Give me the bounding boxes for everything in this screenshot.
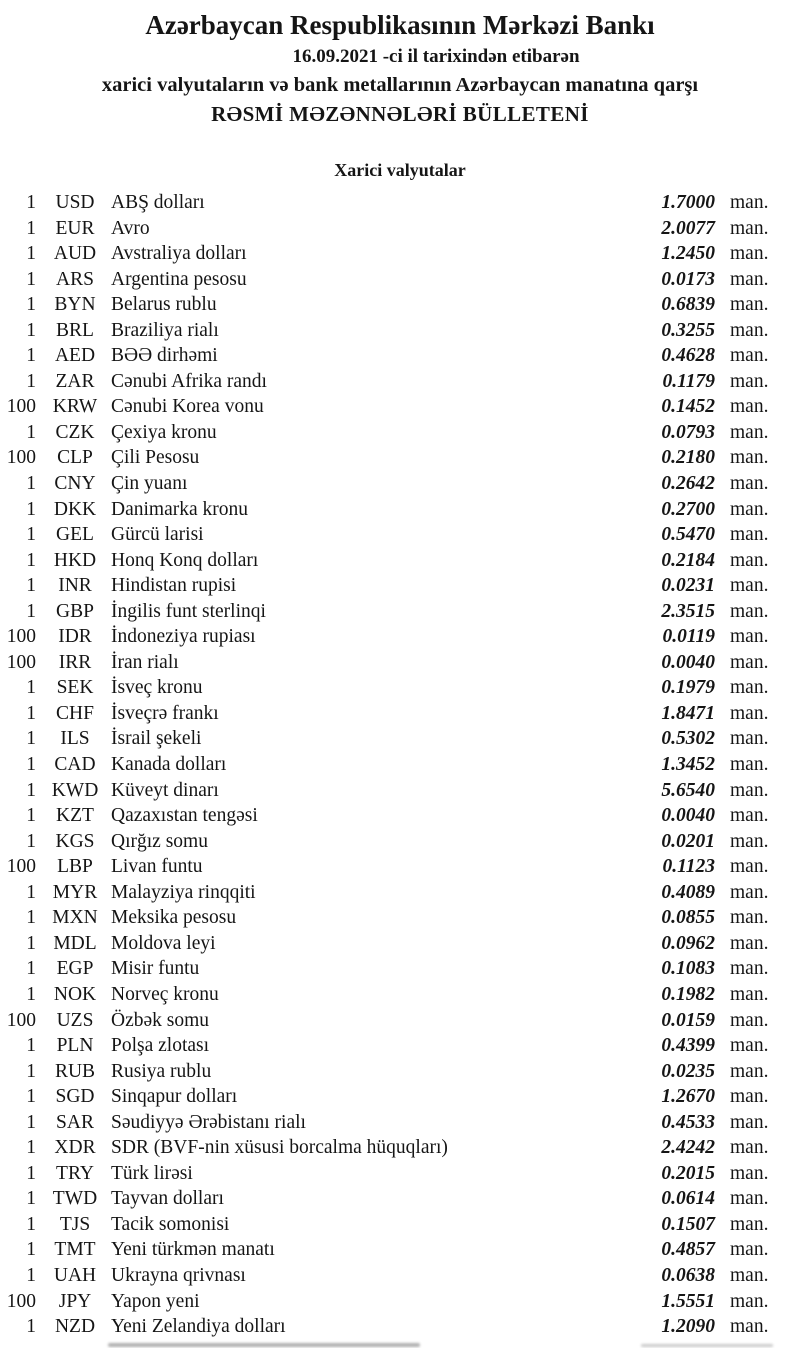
currency-unit: man. — [730, 1060, 769, 1082]
currency-name: Avstraliya dolları — [111, 243, 247, 265]
currency-code: USD — [55, 192, 95, 213]
currency-code: NOK — [53, 983, 97, 1005]
currency-rate: 1.5551 — [661, 1290, 715, 1312]
currency-name: Özbək somu — [111, 1009, 210, 1031]
currency-rate: 0.4533 — [661, 1111, 715, 1133]
currency-rate: 0.0040 — [661, 805, 715, 827]
currency-quantity: 1 — [26, 1162, 36, 1184]
currency-row — [0, 1161, 800, 1187]
currency-name: Yeni türkmən manatı — [111, 1239, 275, 1261]
currency-name: İsveç kronu — [111, 677, 203, 699]
currency-rate: 0.4089 — [661, 881, 715, 903]
currency-name: BƏƏ dirhəmi — [111, 345, 218, 367]
currency-row — [0, 241, 800, 267]
currency-unit: man. — [730, 983, 769, 1005]
currency-name: Argentina pesosu — [111, 268, 247, 290]
currency-row — [0, 854, 800, 880]
currency-unit: man. — [730, 396, 769, 418]
currency-quantity: 100 — [6, 626, 36, 648]
currency-row — [0, 803, 800, 829]
cutoff-next-row-artifact-right — [641, 1344, 773, 1347]
currency-row — [0, 548, 800, 574]
currency-rate: 1.7000 — [661, 192, 715, 213]
currency-code: GBP — [56, 600, 94, 622]
currency-row — [0, 905, 800, 931]
currency-unit: man. — [730, 881, 769, 903]
currency-rate: 0.0119 — [662, 626, 715, 648]
currency-row — [0, 880, 800, 906]
currency-row — [0, 829, 800, 855]
currency-rate: 0.2184 — [661, 549, 715, 571]
currency-rate: 0.1452 — [661, 396, 715, 418]
currency-name: İngilis funt sterlinqi — [111, 600, 266, 622]
currency-rate: 0.0638 — [661, 1264, 715, 1286]
currency-code: JPY — [58, 1290, 92, 1312]
currency-quantity: 1 — [26, 1188, 36, 1210]
currency-quantity: 100 — [6, 651, 36, 673]
currency-row — [0, 1135, 800, 1161]
currency-rate: 0.4857 — [661, 1239, 715, 1261]
currency-rate: 0.0201 — [661, 830, 715, 852]
currency-quantity: 100 — [6, 1290, 36, 1312]
currency-quantity: 1 — [26, 1137, 36, 1159]
currency-unit: man. — [730, 958, 769, 980]
currency-quantity: 1 — [26, 958, 36, 980]
currency-row — [0, 701, 800, 727]
currency-unit: man. — [730, 575, 769, 597]
currency-unit: man. — [730, 856, 769, 878]
currency-quantity: 1 — [26, 907, 36, 929]
currency-name: İsveçrə frankı — [111, 702, 219, 724]
currency-quantity: 1 — [26, 243, 36, 265]
currency-name: Küveyt dinarı — [111, 779, 219, 801]
currency-name: İsrail şekeli — [111, 728, 202, 750]
currency-code: PLN — [56, 1035, 94, 1057]
currency-code: XDR — [54, 1137, 96, 1159]
currency-code: EGP — [56, 958, 94, 980]
currency-code: EUR — [55, 217, 95, 239]
currency-row — [0, 394, 800, 420]
currency-unit: man. — [730, 932, 769, 954]
currency-quantity: 1 — [26, 754, 36, 776]
currency-code: INR — [58, 575, 92, 597]
currency-rate: 0.1123 — [662, 856, 715, 878]
currency-name: Çin yuanı — [111, 473, 188, 495]
currency-code: KRW — [52, 396, 98, 418]
currency-unit: man. — [730, 1086, 769, 1108]
currency-quantity: 1 — [26, 345, 36, 367]
currency-rate: 0.0235 — [661, 1060, 715, 1082]
currency-rate: 0.5470 — [661, 524, 715, 546]
currency-quantity: 1 — [26, 473, 36, 495]
currency-row — [0, 1314, 800, 1340]
currency-row — [0, 675, 800, 701]
currency-name: Rusiya rublu — [111, 1060, 212, 1082]
currency-rate: 0.1083 — [661, 958, 715, 980]
currency-name: Kanada dolları — [111, 754, 227, 776]
currency-name: Belarus rublu — [111, 294, 217, 316]
currency-rate: 0.6839 — [661, 294, 715, 316]
currency-code: TRY — [56, 1162, 94, 1184]
currency-unit: man. — [730, 626, 769, 648]
currency-row — [0, 216, 800, 242]
currency-rows — [0, 190, 800, 1340]
currency-unit: man. — [730, 1316, 769, 1338]
currency-unit: man. — [730, 192, 769, 213]
currency-name: Moldova leyi — [111, 932, 216, 954]
currency-unit: man. — [730, 600, 769, 622]
currency-name: Livan funtu — [111, 856, 203, 878]
currency-unit: man. — [730, 1162, 769, 1184]
page-title: Azərbaycan Respublikasının Mərkəzi Bankı — [145, 10, 655, 40]
currency-rate: 1.8471 — [661, 702, 715, 724]
currency-rate: 0.0962 — [661, 932, 715, 954]
currency-row — [0, 624, 800, 650]
currency-unit: man. — [730, 677, 769, 699]
currency-rate: 5.6540 — [661, 779, 715, 801]
currency-row — [0, 1059, 800, 1085]
currency-row — [0, 445, 800, 471]
currency-name: Çexiya kronu — [111, 421, 217, 443]
currency-rate: 0.0793 — [661, 421, 715, 443]
currency-unit: man. — [730, 805, 769, 827]
currency-unit: man. — [730, 319, 769, 341]
currency-row — [0, 471, 800, 497]
currency-unit: man. — [730, 1290, 769, 1312]
currency-quantity: 1 — [26, 779, 36, 801]
currency-quantity: 1 — [26, 1316, 36, 1338]
currency-name: ABŞ dolları — [111, 192, 205, 213]
currency-rate: 0.0855 — [661, 907, 715, 929]
currency-quantity: 1 — [26, 983, 36, 1005]
currency-row — [0, 1186, 800, 1212]
currency-name: Tacik somonisi — [111, 1213, 230, 1235]
currency-code: MDL — [53, 932, 97, 954]
currency-rate: 0.0231 — [661, 575, 715, 597]
currency-quantity: 1 — [26, 805, 36, 827]
currency-code: SGD — [55, 1086, 95, 1108]
currency-rate: 0.0159 — [661, 1009, 715, 1031]
currency-code: UAH — [53, 1264, 97, 1286]
currency-name: Hindistan rupisi — [111, 575, 237, 597]
currency-unit: man. — [730, 728, 769, 750]
currency-code: CNY — [54, 473, 96, 495]
currency-code: HKD — [53, 549, 97, 571]
currency-row — [0, 497, 800, 523]
currency-code: ZAR — [55, 370, 95, 392]
currency-name: Qazaxıstan tengəsi — [111, 805, 258, 827]
currency-rate: 2.4242 — [661, 1137, 715, 1159]
currency-quantity: 1 — [26, 268, 36, 290]
currency-name: Türk lirəsi — [111, 1162, 193, 1184]
currency-quantity: 1 — [26, 524, 36, 546]
currency-rate: 1.3452 — [661, 754, 715, 776]
currency-quantity: 1 — [26, 1213, 36, 1235]
currency-quantity: 1 — [26, 217, 36, 239]
currency-code: IDR — [58, 626, 92, 648]
currency-name: Norveç kronu — [111, 983, 219, 1005]
currency-code: CLP — [57, 447, 93, 469]
subtitle-line-1: xarici valyutaların və bank metallarının Azərbaycan manatına qarşı — [101, 74, 699, 96]
currency-name: Yeni Zelandiya dolları — [111, 1316, 286, 1338]
currency-rate: 2.0077 — [661, 217, 715, 239]
currency-unit: man. — [730, 1137, 769, 1159]
currency-row — [0, 1289, 800, 1315]
currency-unit: man. — [730, 754, 769, 776]
currency-rate: 1.2670 — [661, 1086, 715, 1108]
currency-name: Səudiyyə Ərəbistanı rialı — [111, 1111, 306, 1133]
currency-name: SDR (BVF-nin xüsusi borcalma hüquqları) — [111, 1137, 448, 1159]
currency-name: Meksika pesosu — [111, 907, 237, 929]
currency-row — [0, 343, 800, 369]
currency-code: SAR — [56, 1111, 94, 1133]
currency-code: ILS — [60, 728, 90, 750]
currency-name: Malayziya rinqqiti — [111, 881, 256, 903]
currency-row — [0, 318, 800, 344]
currency-row — [0, 1008, 800, 1034]
currency-rate: 2.3515 — [661, 600, 715, 622]
currency-row — [0, 420, 800, 446]
currency-quantity: 100 — [6, 396, 36, 418]
currency-code: KWD — [51, 779, 99, 801]
currency-quantity: 1 — [26, 702, 36, 724]
cutoff-next-row-artifact-left — [108, 1343, 420, 1347]
currency-name: Sinqapur dolları — [111, 1086, 238, 1108]
currency-quantity: 1 — [26, 1111, 36, 1133]
currency-name: Avro — [111, 217, 150, 239]
currency-code: BYN — [54, 294, 96, 316]
currency-name: Ukrayna qrivnası — [111, 1264, 246, 1286]
currency-code: ARS — [56, 268, 94, 290]
currency-code: UZS — [56, 1009, 94, 1031]
currency-name: Danimarka kronu — [111, 498, 248, 520]
currency-quantity: 1 — [26, 677, 36, 699]
currency-code: TMT — [54, 1239, 96, 1261]
currency-rate: 0.1507 — [661, 1213, 715, 1235]
currency-unit: man. — [730, 1239, 769, 1261]
currency-code: DKK — [53, 498, 97, 520]
currency-row — [0, 1237, 800, 1263]
currency-quantity: 1 — [26, 294, 36, 316]
currency-unit: man. — [730, 830, 769, 852]
currency-code: CHF — [56, 702, 94, 724]
currency-row — [0, 956, 800, 982]
currency-name: İndoneziya rupiası — [111, 626, 256, 648]
currency-name: Yapon yeni — [111, 1290, 200, 1312]
currency-quantity: 1 — [26, 549, 36, 571]
currency-row — [0, 1084, 800, 1110]
currency-unit: man. — [730, 294, 769, 316]
currency-name: Çili Pesosu — [111, 447, 200, 469]
currency-row — [0, 1212, 800, 1238]
currency-quantity: 1 — [26, 1239, 36, 1261]
currency-unit: man. — [730, 345, 769, 367]
currency-rate: 0.3255 — [661, 319, 715, 341]
currency-quantity: 1 — [26, 600, 36, 622]
currency-rate: 0.2642 — [661, 473, 715, 495]
currency-quantity: 1 — [26, 830, 36, 852]
currency-row — [0, 522, 800, 548]
effective-date-line: 16.09.2021 -ci il tarixindən etibarən — [292, 46, 580, 67]
currency-rate: 0.1979 — [661, 677, 715, 699]
currency-quantity: 100 — [6, 856, 36, 878]
currency-unit: man. — [730, 217, 769, 239]
currency-quantity: 1 — [26, 932, 36, 954]
currency-code: MXN — [52, 907, 98, 929]
currency-row — [0, 1033, 800, 1059]
currency-rate: 0.0614 — [661, 1188, 715, 1210]
currency-name: Polşa zlotası — [111, 1035, 210, 1057]
currency-quantity: 1 — [26, 498, 36, 520]
currency-rate: 0.4628 — [661, 345, 715, 367]
currency-quantity: 100 — [6, 1009, 36, 1031]
currency-code: KZT — [56, 805, 94, 827]
currency-quantity: 1 — [26, 319, 36, 341]
currency-row — [0, 726, 800, 752]
currency-unit: man. — [730, 651, 769, 673]
currency-rate: 0.0040 — [661, 651, 715, 673]
currency-rate: 1.2090 — [661, 1316, 715, 1338]
currency-quantity: 1 — [26, 421, 36, 443]
currency-rate: 0.4399 — [661, 1035, 715, 1057]
currency-row — [0, 599, 800, 625]
currency-unit: man. — [730, 447, 769, 469]
currency-code: TWD — [52, 1188, 98, 1210]
currency-name: Qırğız somu — [111, 830, 208, 852]
currency-name: Cənubi Korea vonu — [111, 396, 264, 418]
currency-name: Cənubi Afrika randı — [111, 370, 267, 392]
currency-code: TJS — [59, 1213, 91, 1235]
currency-unit: man. — [730, 1009, 769, 1031]
currency-name: Tayvan dolları — [111, 1188, 224, 1210]
currency-unit: man. — [730, 907, 769, 929]
currency-code: IRR — [58, 651, 92, 673]
currency-name: Honq Konq dolları — [111, 549, 259, 571]
currency-unit: man. — [730, 1213, 769, 1235]
currency-code: GEL — [56, 524, 94, 546]
currency-code: AED — [54, 345, 96, 367]
currency-name: İran rialı — [111, 651, 179, 673]
currency-unit: man. — [730, 268, 769, 290]
currency-quantity: 1 — [26, 575, 36, 597]
currency-code: NZD — [54, 1316, 96, 1338]
currency-unit: man. — [730, 702, 769, 724]
currency-row — [0, 982, 800, 1008]
currency-row — [0, 573, 800, 599]
currency-name: Braziliya rialı — [111, 319, 219, 341]
currency-rate: 0.2180 — [661, 447, 715, 469]
currency-row — [0, 1110, 800, 1136]
currency-quantity: 100 — [6, 447, 36, 469]
currency-row — [0, 369, 800, 395]
currency-code: CZK — [55, 421, 95, 443]
currency-rate: 0.1179 — [662, 370, 715, 392]
currency-unit: man. — [730, 1111, 769, 1133]
currency-code: CAD — [54, 754, 96, 776]
currency-code: KGS — [55, 830, 95, 852]
currency-rate: 1.2450 — [661, 243, 715, 265]
currency-row — [0, 190, 800, 216]
currency-unit: man. — [730, 421, 769, 443]
currency-unit: man. — [730, 498, 769, 520]
currency-code: BRL — [56, 319, 94, 341]
section-title-foreign-currencies: Xarici valyutalar — [334, 160, 466, 180]
currency-row — [0, 752, 800, 778]
currency-rate: 0.0173 — [661, 268, 715, 290]
currency-unit: man. — [730, 549, 769, 571]
currency-row — [0, 1263, 800, 1289]
currency-code: RUB — [54, 1060, 96, 1082]
currency-rate: 0.2015 — [661, 1162, 715, 1184]
currency-code: SEK — [56, 677, 94, 699]
currency-quantity: 1 — [26, 370, 36, 392]
currency-unit: man. — [730, 1188, 769, 1210]
currency-rate: 0.5302 — [661, 728, 715, 750]
currency-quantity: 1 — [26, 1060, 36, 1082]
currency-quantity: 1 — [26, 192, 36, 213]
currency-row — [0, 650, 800, 676]
currency-quantity: 1 — [26, 881, 36, 903]
currency-unit: man. — [730, 1264, 769, 1286]
currency-name: Misir funtu — [111, 958, 200, 980]
currency-unit: man. — [730, 473, 769, 495]
currency-code: AUD — [53, 243, 97, 265]
currency-row — [0, 292, 800, 318]
currency-rate: 0.1982 — [661, 983, 715, 1005]
currency-code: LBP — [57, 856, 93, 878]
currency-row — [0, 778, 800, 804]
currency-unit: man. — [730, 370, 769, 392]
currency-quantity: 1 — [26, 1086, 36, 1108]
currency-row — [0, 931, 800, 957]
currency-quantity: 1 — [26, 728, 36, 750]
currency-rate: 0.2700 — [661, 498, 715, 520]
currency-name: Gürcü larisi — [111, 524, 204, 546]
currency-unit: man. — [730, 243, 769, 265]
currency-quantity: 1 — [26, 1035, 36, 1057]
currency-unit: man. — [730, 1035, 769, 1057]
currency-unit: man. — [730, 524, 769, 546]
currency-quantity: 1 — [26, 1264, 36, 1286]
currency-unit: man. — [730, 779, 769, 801]
currency-row — [0, 267, 800, 293]
currency-code: MYR — [52, 881, 98, 903]
subtitle-line-2: RƏSMİ MƏZƏNNƏLƏRİ BÜLLETENİ — [211, 102, 589, 126]
